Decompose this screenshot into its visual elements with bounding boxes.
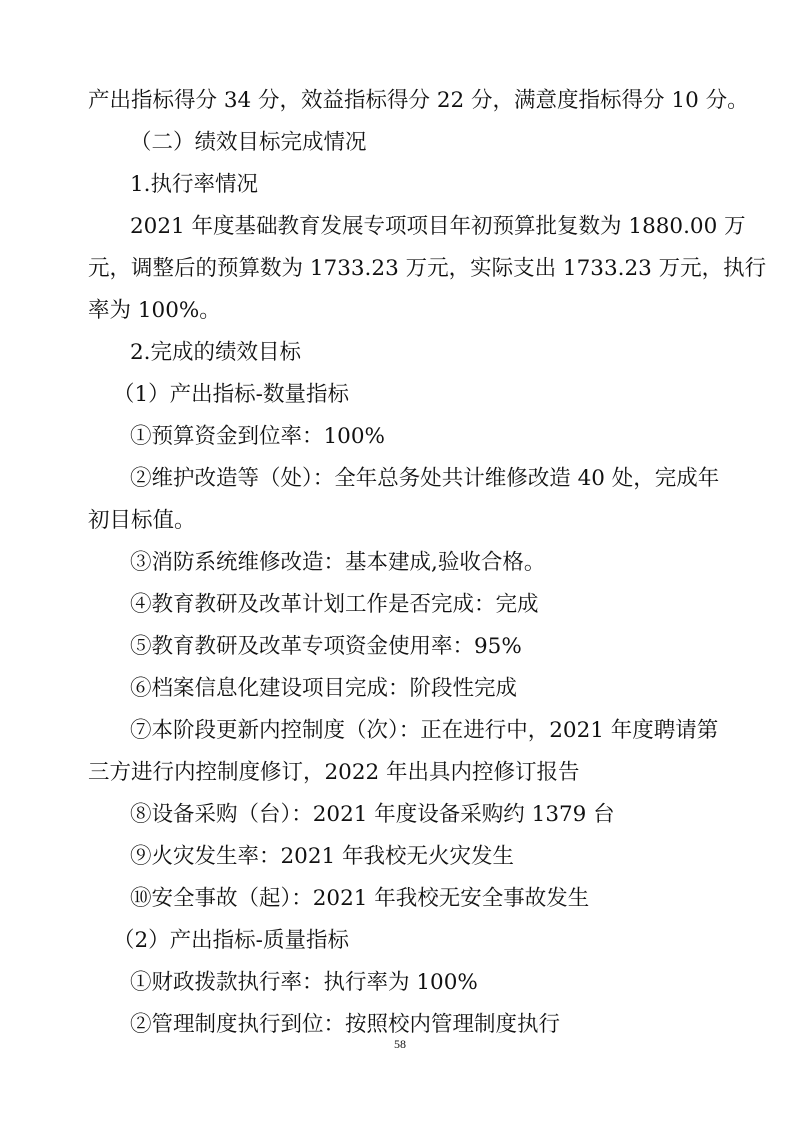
- section-heading: （二）绩效目标完成情况: [130, 130, 367, 155]
- list-item: ②管理制度执行到位：按照校内管理制度执行: [130, 1012, 561, 1037]
- list-item: ①预算资金到位率：100%: [130, 424, 385, 449]
- subsection-heading: 1.执行率情况: [130, 172, 259, 197]
- list-item: ③消防系统维修改造：基本建成,验收合格。: [130, 550, 546, 575]
- list-item: ②维护改造等（处）：全年总务处共计维修改造 40 处，完成年: [130, 466, 720, 491]
- indicator-group-heading: （1）产出指标-数量指标: [113, 382, 349, 407]
- list-item: ⑨火灾发生率：2021 年我校无火灾发生: [130, 844, 515, 869]
- list-item-continuation: 三方进行内控制度修订，2022 年出具内控修订报告: [88, 760, 580, 785]
- paragraph-line: 率为 100%。: [88, 298, 221, 323]
- list-item: ⑦本阶段更新内控制度（次）：正在进行中，2021 年度聘请第: [130, 718, 719, 743]
- paragraph-line: 2021 年度基础教育发展专项项目年初预算批复数为 1880.00 万: [130, 214, 746, 239]
- list-item: ⑧设备采购（台）：2021 年度设备采购约 1379 台: [130, 802, 615, 827]
- list-item: ⑥档案信息化建设项目完成：阶段性完成: [130, 676, 518, 701]
- list-item-continuation: 初目标值。: [88, 508, 196, 533]
- list-item: ⑩安全事故（起）：2021 年我校无安全事故发生: [130, 886, 590, 911]
- page-number: 58: [394, 1037, 406, 1051]
- paragraph-line-score-summary: 产出指标得分 34 分，效益指标得分 22 分，满意度指标得分 10 分。: [88, 88, 749, 113]
- list-item: ⑤教育教研及改革专项资金使用率：95%: [130, 634, 522, 659]
- list-item: ④教育教研及改革计划工作是否完成：完成: [130, 592, 539, 617]
- paragraph-line: 元，调整后的预算数为 1733.23 万元，实际支出 1733.23 万元，执行: [88, 256, 767, 281]
- subsection-heading: 2.完成的绩效目标: [130, 340, 302, 365]
- list-item: ①财政拨款执行率：执行率为 100%: [130, 970, 478, 995]
- indicator-group-heading: （2）产出指标-质量指标: [113, 928, 349, 953]
